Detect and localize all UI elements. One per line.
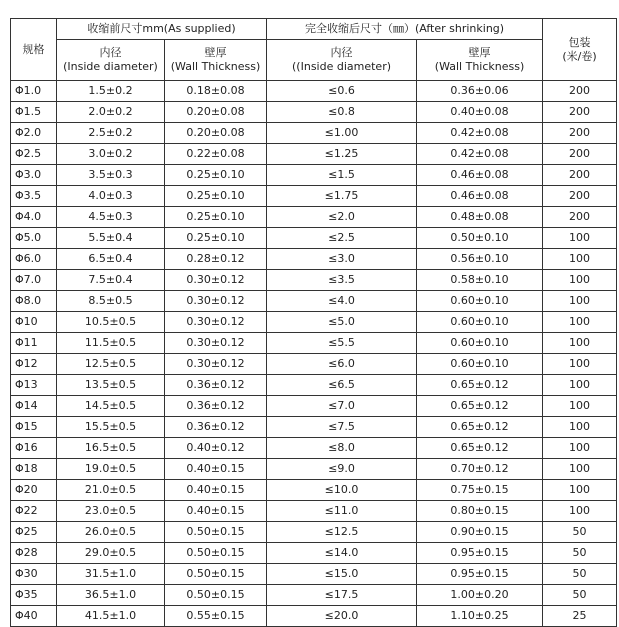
before-inner-diameter-cell: 21.0±0.5 [57,480,165,501]
before-wall-thickness-cell: 0.30±0.12 [165,354,267,375]
table-row [11,144,617,165]
package-length-cell: 100 [543,312,617,333]
after-inner-diameter-cell: ≤2.5 [267,228,417,249]
table-row [11,228,617,249]
spec-cell: Φ2.0 [11,123,57,144]
before-inner-diameter-cell: 3.5±0.3 [57,165,165,186]
before-inner-diameter-cell: 12.5±0.5 [57,354,165,375]
after-inner-diameter-cell: ≤5.0 [267,312,417,333]
table-row [11,480,617,501]
after-inner-diameter-cell: ≤11.0 [267,501,417,522]
before-inner-diameter-cn: 内径 [99,46,122,59]
spec-cell: Φ3.0 [11,165,57,186]
before-wall-thickness-cell: 0.40±0.15 [165,480,267,501]
before-inner-diameter-cell: 4.5±0.3 [57,207,165,228]
before-inner-diameter-cell: 36.5±1.0 [57,585,165,606]
after-inner-diameter-cell: ≤12.5 [267,522,417,543]
package-length-cell: 200 [543,207,617,228]
package-length-cell: 100 [543,354,617,375]
table-row [11,417,617,438]
spec-cell: Φ25 [11,522,57,543]
spec-table [10,18,617,627]
spec-cell: Φ3.5 [11,186,57,207]
before-wall-thickness-cell: 0.50±0.15 [165,564,267,585]
after-wall-thickness-cell: 0.95±0.15 [417,543,543,564]
after-wall-thickness-cell: 0.65±0.12 [417,396,543,417]
after-wall-thickness-cell: 0.65±0.12 [417,375,543,396]
after-inner-diameter-cell: ≤3.0 [267,249,417,270]
package-header-line2: (米/卷) [562,49,597,63]
table-row [11,522,617,543]
after-wall-thickness-cell: 0.60±0.10 [417,354,543,375]
after-inner-diameter-cell: ≤7.5 [267,417,417,438]
after-inner-diameter-cn: 内径 [330,46,353,59]
before-wall-thickness-cell: 0.50±0.15 [165,585,267,606]
spec-cell: Φ1.5 [11,102,57,123]
spec-cell: Φ30 [11,564,57,585]
table-row [11,585,617,606]
spec-cell: Φ10 [11,312,57,333]
after-inner-diameter-cell: ≤1.00 [267,123,417,144]
spec-cell: Φ12 [11,354,57,375]
package-length-cell: 200 [543,186,617,207]
after-wall-thickness-cell: 0.48±0.08 [417,207,543,228]
before-wall-thickness-cell: 0.40±0.15 [165,459,267,480]
package-length-cell: 200 [543,123,617,144]
package-length-cell: 50 [543,522,617,543]
before-wall-thickness-cell: 0.25±0.10 [165,228,267,249]
before-inner-diameter-cell: 26.0±0.5 [57,522,165,543]
after-wall-thickness-cell: 0.40±0.08 [417,102,543,123]
table-row [11,102,617,123]
header-row-top [11,19,617,40]
before-wall-thickness-cell: 0.18±0.08 [165,81,267,102]
package-header [543,19,617,81]
before-wall-thickness-cell: 0.30±0.12 [165,312,267,333]
spec-cell: Φ6.0 [11,249,57,270]
before-wall-thickness-cell: 0.40±0.12 [165,438,267,459]
spec-cell: Φ20 [11,480,57,501]
package-length-cell: 100 [543,270,617,291]
package-length-cell: 100 [543,291,617,312]
after-wall-thickness-cell: 0.56±0.10 [417,249,543,270]
before-wall-thickness-cell: 0.50±0.15 [165,543,267,564]
table-row [11,396,617,417]
after-wall-thickness-cell: 0.65±0.12 [417,438,543,459]
after-inner-diameter-cell: ≤9.0 [267,459,417,480]
after-wall-thickness-cn: 壁厚 [468,46,491,59]
after-inner-diameter-cell: ≤17.5 [267,585,417,606]
after-inner-diameter-cell: ≤15.0 [267,564,417,585]
spec-cell: Φ4.0 [11,207,57,228]
after-shrink-header: 完全收缩后尺寸（㎜）(After shrinking) [267,19,543,40]
after-wall-thickness-cell: 0.90±0.15 [417,522,543,543]
before-inner-diameter-cell: 7.5±0.4 [57,270,165,291]
before-wall-thickness-cell: 0.30±0.12 [165,333,267,354]
table-row [11,543,617,564]
before-wall-thickness-cell: 0.25±0.10 [165,186,267,207]
before-wall-thickness-header [165,40,267,81]
before-wall-thickness-cell: 0.28±0.12 [165,249,267,270]
before-inner-diameter-cell: 6.5±0.4 [57,249,165,270]
after-inner-diameter-cell: ≤3.5 [267,270,417,291]
package-length-cell: 50 [543,543,617,564]
after-wall-thickness-cell: 0.46±0.08 [417,165,543,186]
after-inner-diameter-cell: ≤6.0 [267,354,417,375]
table-row [11,459,617,480]
before-wall-thickness-cell: 0.36±0.12 [165,396,267,417]
table-row [11,333,617,354]
after-inner-diameter-cell: ≤8.0 [267,438,417,459]
before-inner-diameter-cell: 31.5±1.0 [57,564,165,585]
table-row [11,312,617,333]
table-row [11,375,617,396]
after-inner-diameter-cell: ≤20.0 [267,606,417,627]
after-wall-thickness-cell: 0.58±0.10 [417,270,543,291]
before-inner-diameter-cell: 14.5±0.5 [57,396,165,417]
after-wall-thickness-cell: 0.60±0.10 [417,312,543,333]
table-row [11,438,617,459]
table-row [11,123,617,144]
package-length-cell: 100 [543,249,617,270]
before-inner-diameter-cell: 8.5±0.5 [57,291,165,312]
package-length-cell: 200 [543,165,617,186]
after-wall-thickness-cell: 1.10±0.25 [417,606,543,627]
after-wall-thickness-en: (Wall Thickness) [434,60,525,73]
table-row [11,186,617,207]
before-inner-diameter-cell: 23.0±0.5 [57,501,165,522]
before-inner-diameter-cell: 19.0±0.5 [57,459,165,480]
after-wall-thickness-cell: 0.60±0.10 [417,291,543,312]
before-inner-diameter-header [57,40,165,81]
table-row [11,291,617,312]
after-inner-diameter-cell: ≤6.5 [267,375,417,396]
spec-cell: Φ16 [11,438,57,459]
before-inner-diameter-cell: 3.0±0.2 [57,144,165,165]
before-wall-thickness-cell: 0.36±0.12 [165,417,267,438]
spec-cell: Φ13 [11,375,57,396]
before-wall-thickness-cell: 0.25±0.10 [165,165,267,186]
after-wall-thickness-header [417,40,543,81]
spec-cell: Φ1.0 [11,81,57,102]
package-length-cell: 100 [543,417,617,438]
after-inner-diameter-cell: ≤0.6 [267,81,417,102]
after-wall-thickness-cell: 0.65±0.12 [417,417,543,438]
after-wall-thickness-cell: 0.75±0.15 [417,480,543,501]
after-wall-thickness-cell: 0.42±0.08 [417,123,543,144]
after-inner-diameter-cell: ≤1.75 [267,186,417,207]
spec-cell: Φ15 [11,417,57,438]
package-length-cell: 100 [543,480,617,501]
after-wall-thickness-cell: 0.95±0.15 [417,564,543,585]
package-header-line1: 包装 [568,35,591,49]
package-length-cell: 50 [543,564,617,585]
before-inner-diameter-cell: 29.0±0.5 [57,543,165,564]
after-wall-thickness-cell: 0.50±0.10 [417,228,543,249]
after-wall-thickness-cell: 0.46±0.08 [417,186,543,207]
package-length-cell: 200 [543,81,617,102]
table-body [11,81,617,627]
table-row [11,564,617,585]
before-wall-thickness-cell: 0.36±0.12 [165,375,267,396]
before-inner-diameter-cell: 16.5±0.5 [57,438,165,459]
package-length-cell: 100 [543,459,617,480]
before-inner-diameter-cell: 10.5±0.5 [57,312,165,333]
package-length-cell: 100 [543,375,617,396]
spec-cell: Φ35 [11,585,57,606]
spec-cell: Φ8.0 [11,291,57,312]
package-length-cell: 100 [543,396,617,417]
before-inner-diameter-cell: 4.0±0.3 [57,186,165,207]
package-length-cell: 100 [543,333,617,354]
after-inner-diameter-header [267,40,417,81]
package-length-cell: 100 [543,501,617,522]
after-wall-thickness-cell: 1.00±0.20 [417,585,543,606]
before-wall-thickness-cell: 0.55±0.15 [165,606,267,627]
spec-cell: Φ11 [11,333,57,354]
before-wall-thickness-cell: 0.50±0.15 [165,522,267,543]
before-inner-diameter-cell: 41.5±1.0 [57,606,165,627]
after-inner-diameter-cell: ≤1.5 [267,165,417,186]
spec-cell: Φ40 [11,606,57,627]
after-inner-diameter-en: ((Inside diameter) [292,60,392,73]
before-inner-diameter-cell: 15.5±0.5 [57,417,165,438]
package-length-cell: 100 [543,228,617,249]
after-inner-diameter-cell: ≤7.0 [267,396,417,417]
table-row [11,165,617,186]
after-wall-thickness-cell: 0.70±0.12 [417,459,543,480]
before-wall-thickness-cell: 0.40±0.15 [165,501,267,522]
before-inner-diameter-cell: 1.5±0.2 [57,81,165,102]
table-row [11,270,617,291]
before-wall-thickness-cell: 0.30±0.12 [165,270,267,291]
after-inner-diameter-cell: ≤2.0 [267,207,417,228]
before-wall-thickness-en: (Wall Thickness) [170,60,261,73]
before-wall-thickness-cell: 0.22±0.08 [165,144,267,165]
package-length-cell: 200 [543,144,617,165]
after-inner-diameter-cell: ≤0.8 [267,102,417,123]
spec-cell: Φ28 [11,543,57,564]
before-wall-thickness-cell: 0.30±0.12 [165,291,267,312]
before-inner-diameter-cell: 2.0±0.2 [57,102,165,123]
table-row [11,249,617,270]
package-length-cell: 25 [543,606,617,627]
after-wall-thickness-cell: 0.42±0.08 [417,144,543,165]
before-inner-diameter-en: (Inside diameter) [63,60,158,73]
table-row [11,354,617,375]
before-wall-thickness-cell: 0.20±0.08 [165,123,267,144]
before-inner-diameter-cell: 5.5±0.4 [57,228,165,249]
after-inner-diameter-cell: ≤1.25 [267,144,417,165]
after-wall-thickness-cell: 0.80±0.15 [417,501,543,522]
before-wall-thickness-cell: 0.20±0.08 [165,102,267,123]
package-length-cell: 200 [543,102,617,123]
after-inner-diameter-cell: ≤10.0 [267,480,417,501]
table-row [11,501,617,522]
after-inner-diameter-cell: ≤5.5 [267,333,417,354]
before-wall-thickness-cell: 0.25±0.10 [165,207,267,228]
spec-header: 规格 [11,19,57,81]
table-header [11,19,617,81]
before-inner-diameter-cell: 2.5±0.2 [57,123,165,144]
before-shrink-header: 收缩前尺寸mm(As supplied) [57,19,267,40]
spec-cell: Φ14 [11,396,57,417]
after-wall-thickness-cell: 0.60±0.10 [417,333,543,354]
spec-cell: Φ18 [11,459,57,480]
table-row [11,606,617,627]
before-inner-diameter-cell: 11.5±0.5 [57,333,165,354]
spec-cell: Φ5.0 [11,228,57,249]
before-inner-diameter-cell: 13.5±0.5 [57,375,165,396]
after-inner-diameter-cell: ≤14.0 [267,543,417,564]
spec-cell: Φ22 [11,501,57,522]
table-row [11,81,617,102]
table-row [11,207,617,228]
package-length-cell: 50 [543,585,617,606]
package-length-cell: 100 [543,438,617,459]
before-wall-thickness-cn: 壁厚 [204,46,227,59]
after-inner-diameter-cell: ≤4.0 [267,291,417,312]
header-row-sub [11,40,617,81]
after-wall-thickness-cell: 0.36±0.06 [417,81,543,102]
spec-cell: Φ2.5 [11,144,57,165]
spec-cell: Φ7.0 [11,270,57,291]
